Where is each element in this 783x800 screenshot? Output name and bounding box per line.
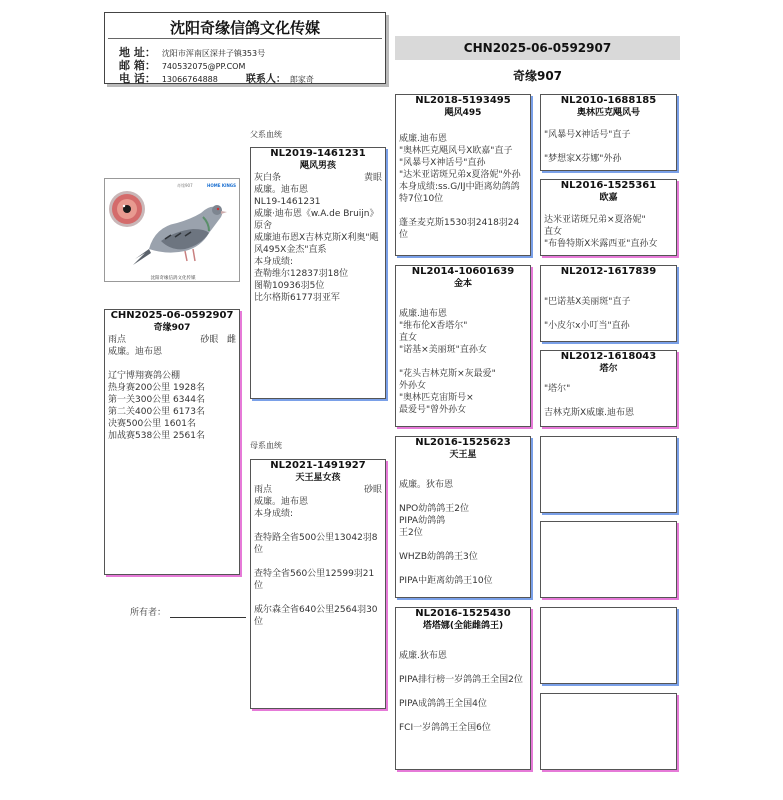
dam-dam-ring: NL2016-1525430 <box>415 608 511 619</box>
subject-card <box>104 309 240 575</box>
sire-sire-ring: NL2018-5193495 <box>415 95 511 106</box>
dam-name: 天王星女孩 <box>295 473 341 483</box>
sire-dam-name: 金本 <box>453 279 472 289</box>
dam-ring: NL2021-1491927 <box>270 460 366 471</box>
subject-name-title: 奇缘907 <box>512 69 563 83</box>
sire-color: 灰白条 <box>254 173 282 183</box>
dam-sire-dam-card <box>540 521 677 598</box>
sire-dam-dam-card <box>540 350 677 427</box>
sire-ring: NL2019-1461231 <box>270 148 366 159</box>
dam-color: 雨点 <box>254 485 273 495</box>
sds-ring: NL2012-1617839 <box>560 266 657 277</box>
pigeon-photo-graphic <box>105 179 240 282</box>
sire-line-label: 父系血统 <box>250 130 282 139</box>
dam-dam-name: 塔塔娜(全能雌鸽王) <box>422 621 504 631</box>
sire-sire-dam-card <box>540 179 677 256</box>
subject-ring-bar: CHN2025-06-0592907 <box>395 36 680 60</box>
phone-value: 13066764888 <box>161 75 218 84</box>
sire-sire-sire-card <box>540 94 677 171</box>
header-divider <box>108 38 382 39</box>
dam-sire-sire-card <box>540 436 677 513</box>
subject-card-traits <box>105 334 239 346</box>
email-value: 740532075@PP.COM <box>161 62 246 71</box>
sire-dam-ring: NL2014-10601639 <box>411 266 515 277</box>
breeder-title: 沈阳奇缘信鸽文化传媒 <box>169 19 320 37</box>
sss-ring: NL2010-1688185 <box>560 95 657 106</box>
subject-card-name: 奇缘907 <box>153 323 191 333</box>
phone-row <box>119 70 314 86</box>
sire-body: 威廉。迪布恩 NL19-1461231 威廉·迪布恩《w.A.de Bruijn》原舍 威廉迪布恩X吉林克斯X利奥"飓风495X金杰"直系 本身成绩: 查勒维尔12837羽18位 图勒10936羽5位 比尔格斯6177羽亚军 <box>254 185 379 303</box>
sire-dam-body: 威廉.迪布恩 "维布伦X香塔尔" 直女 "诺基×美丽斑"直孙女 "花头吉林克斯×灰最爱" 外孙女 "奥林匹克宙斯号× 最爱号"曾外孙女 <box>399 309 496 415</box>
sire-name: 飓风男孩 <box>299 161 336 171</box>
photo-corner-label: 奇缘907 <box>177 183 193 188</box>
sire-dam-card <box>395 265 531 427</box>
sire-traits <box>251 172 385 184</box>
owner-field <box>130 605 246 618</box>
contact-value: 郎家奇 <box>289 75 314 84</box>
sire-sire-body: 威廉.迪布恩 "奥林匹克飓风号X欧嘉"直子 "风暴号X神话号"直孙 "达米亚诺斑兄弟x夏洛妮"外孙 本身成绩:ss.G/IJ中距离幼鸽鸽特7位10位 蓬圣麦克斯1530羽2418羽24位 <box>399 134 521 240</box>
breeder-header <box>104 12 386 84</box>
pigeon-photo <box>104 178 240 282</box>
dam-dam-sire-card <box>540 607 677 684</box>
dam-eye: 砂眼 <box>363 485 382 495</box>
dam-card <box>250 459 386 709</box>
sss-body: "风暴号X神话号"直子 "梦想家X芬娜"外孙 <box>544 130 631 164</box>
dam-body: 威廉。迪布恩 本身成绩: 查特路全省500公里13042羽8位 查特全省560公里12599羽21位 威尔森全省640公里2564羽30位 <box>254 497 378 627</box>
dam-sire-card <box>395 436 531 598</box>
dam-line-label: 母系血统 <box>250 441 282 450</box>
sds-body: "巴诺基X美丽斑"直子 "小皮尔x小叮当"直孙 <box>544 297 631 331</box>
sdd-name: 塔尔 <box>599 364 618 374</box>
ssd-body: 达米亚诺斑兄弟×夏洛妮" 直女 "布鲁特斯X米露西亚"直孙女 <box>544 215 658 249</box>
subject-eye: 砂眼 <box>200 335 219 345</box>
subject-card-body: 威廉。迪布恩 辽宁博翔赛鸽公棚 热身赛200公里 1928名 第一关300公里 6344名 第二关400公里 6173名 决赛500公里 1601名 加战赛538公里 2561名 <box>108 347 205 441</box>
address-value: 沈阳市浑南区深井子镇353号 <box>161 49 266 58</box>
photo-caption: 沈阳奇缘信鸽文化传媒 <box>150 276 196 281</box>
dam-dam-dam-card <box>540 693 677 770</box>
contact-label: 联系人： <box>245 74 286 85</box>
sdd-body: "塔尔" 吉林克斯X威廉.迪布恩 <box>544 384 635 418</box>
owner-line <box>170 617 246 618</box>
sdd-ring: NL2012-1618043 <box>560 351 657 362</box>
dam-traits <box>251 484 385 496</box>
dam-dam-body: 威廉.狄布恩 PIPA排行榜一岁鸽鸽王全国2位 PIPA成鸽鸽王全国4位 FCI一岁鸽鸽王全国6位 <box>399 651 523 733</box>
address-label: 地 址： <box>119 46 156 59</box>
owner-label: 所有者： <box>130 608 167 618</box>
sire-card <box>250 147 386 399</box>
photo-brand: HOME KINGS <box>207 183 236 188</box>
sire-dam-sire-card <box>540 265 677 342</box>
ssd-ring: NL2016-1525361 <box>560 180 657 191</box>
sire-eye: 黄眼 <box>363 173 382 183</box>
sss-name: 奥林匹克飓风号 <box>576 108 640 118</box>
ssd-name: 欧嘉 <box>599 193 618 203</box>
email-label: 邮 箱： <box>119 59 156 72</box>
sire-sire-name: 飓风495 <box>444 108 482 118</box>
subject-color: 雨点 <box>108 335 127 345</box>
dam-dam-card <box>395 607 531 770</box>
dam-sire-body: 威廉。狄布恩 NPO幼鸽鸽王2位 PIPA幼鸽鸽 王2位 WHZB幼鸽鸽王3位 PIPA中距离幼鸽王10位 <box>399 480 493 586</box>
sire-sire-card <box>395 94 531 256</box>
subject-sex: 雌 <box>226 335 236 345</box>
subject-card-ring: CHN2025-06-0592907 <box>110 310 234 321</box>
phone-label: 电 话： <box>119 72 156 85</box>
dam-sire-name: 天王星 <box>449 450 477 460</box>
dam-sire-ring: NL2016-1525623 <box>415 437 511 448</box>
